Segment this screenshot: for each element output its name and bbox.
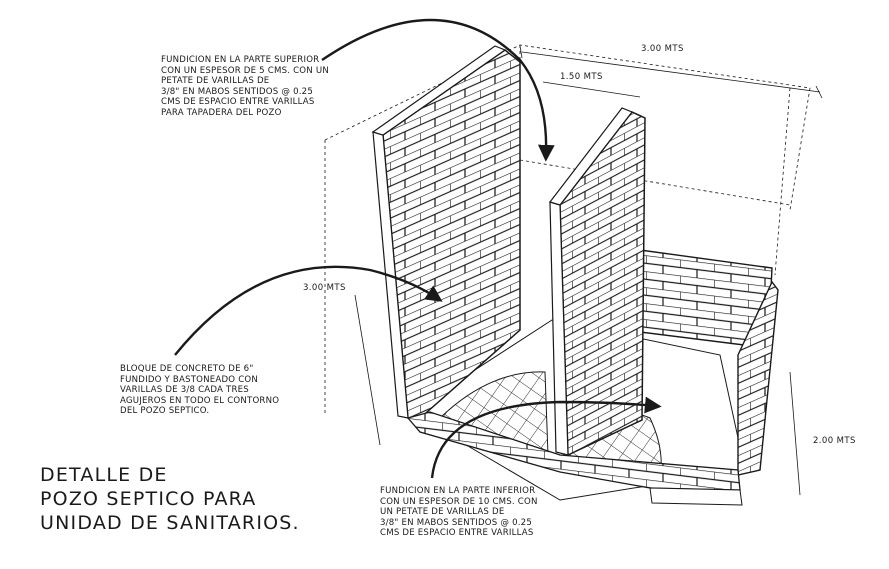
dim-height: 2.00 MTS	[813, 436, 856, 446]
note-concrete-block: BLOQUE DE CONCRETO DE 6" FUNDIDO Y BASTONEADO CON VARILLAS DE 3/8 CADA TRES AGUJEROS EN TODO EL CONTORNO DEL POZO SEPTICO.	[120, 364, 280, 417]
dim-divider: 1.50 MTS	[560, 72, 603, 82]
note-bottom-slab: FUNDICION EN LA PARTE INFERIOR CON UN ESPESOR DE 10 CMS. CON UN PETATE DE VARILLAS DE 3/8" EN MABOS SENTIDOS @ 0.25 CMS DE ESPACIO ENTRE VARILLAS	[380, 486, 538, 539]
drawing-title: DETALLE DE POZO SEPTICO PARA UNIDAD DE SANITARIOS.	[40, 464, 300, 534]
dim-top-width: 3.00 MTS	[641, 44, 684, 54]
dim-side-length: 3.00 MTS	[303, 283, 346, 293]
note-top-slab: FUNDICION EN LA PARTE SUPERIOR CON UN ESPESOR DE 5 CMS. CON UN PETATE DE VARILLAS DE 3/8" EN MABOS SENTIDOS @ 0.25 CMS DE ESPACIO ENTRE VARILLAS PARA TAPADERA DEL POZO	[161, 55, 329, 118]
